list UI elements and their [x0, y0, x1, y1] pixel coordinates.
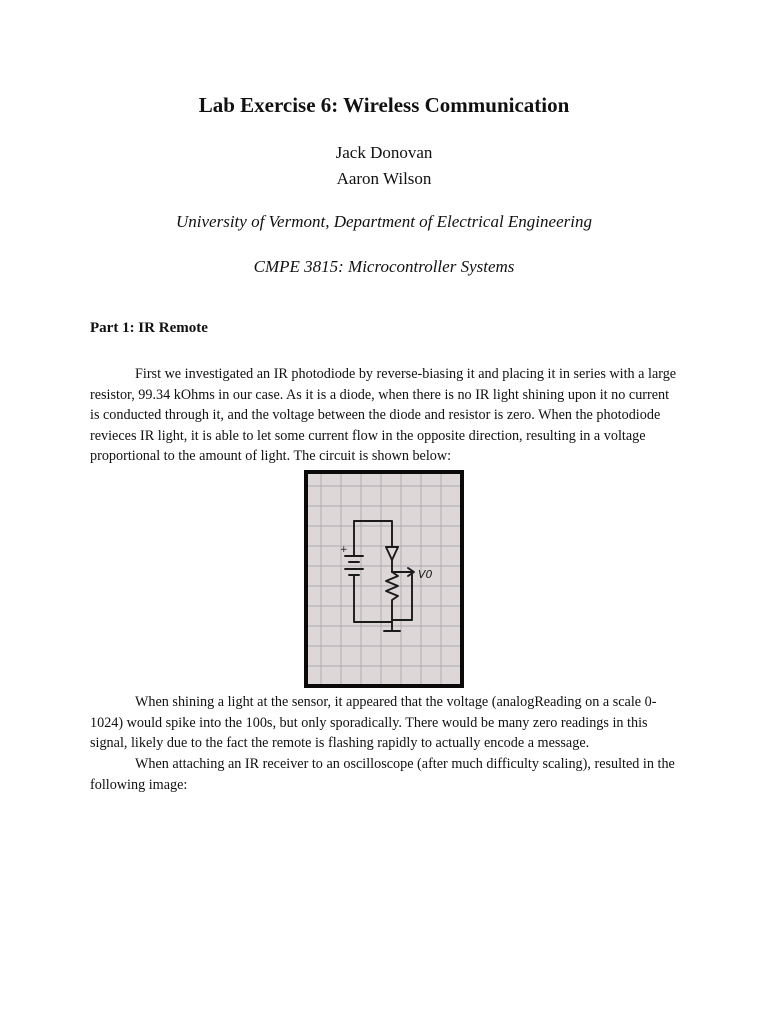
graph-paper-background: [308, 474, 460, 684]
output-voltage-label: V0: [418, 568, 433, 581]
circuit-sketch-photo: [304, 470, 464, 688]
author-name: Jack Donovan: [335, 143, 433, 162]
body-paragraph: When attaching an IR receiver to an oscilloscope (after much difficulty scaling), resulted in the following image:: [90, 756, 675, 793]
battery-plus-label: +: [340, 545, 348, 555]
circuit-diagram: [308, 474, 460, 684]
body-paragraph: First we investigated an IR photodiode by reverse-biasing it and placing it in series with a large resistor, 99.34 kOhms in our case. As it is a diode, when there is no IR light shining upon it no current is conducted through it, and the voltage between the diode and resistor is zero. When the photodiode revieces IR light, it is able to let some current flow in the opposite direction, resulting in a voltage proportional to the amount of light. The circuit is shown below:: [90, 366, 677, 465]
document-title: Lab Exercise 6: Wireless Communication: [198, 93, 570, 117]
body-paragraph: When shining a light at the sensor, it appeared that the voltage (analogReading on a scale 0-1024) would spike into the 100s, but only sporadically. There would be many zero readings in this signal, likely due to the fact the remote is flashing rapidly to actually encode a message.: [90, 694, 657, 752]
section-heading: Part 1: IR Remote: [90, 320, 208, 336]
author-name: Aaron Wilson: [336, 169, 432, 188]
affiliation: University of Vermont, Department of Electrical Engineering: [176, 212, 592, 231]
course-name: CMPE 3815: Microcontroller Systems: [253, 257, 515, 276]
